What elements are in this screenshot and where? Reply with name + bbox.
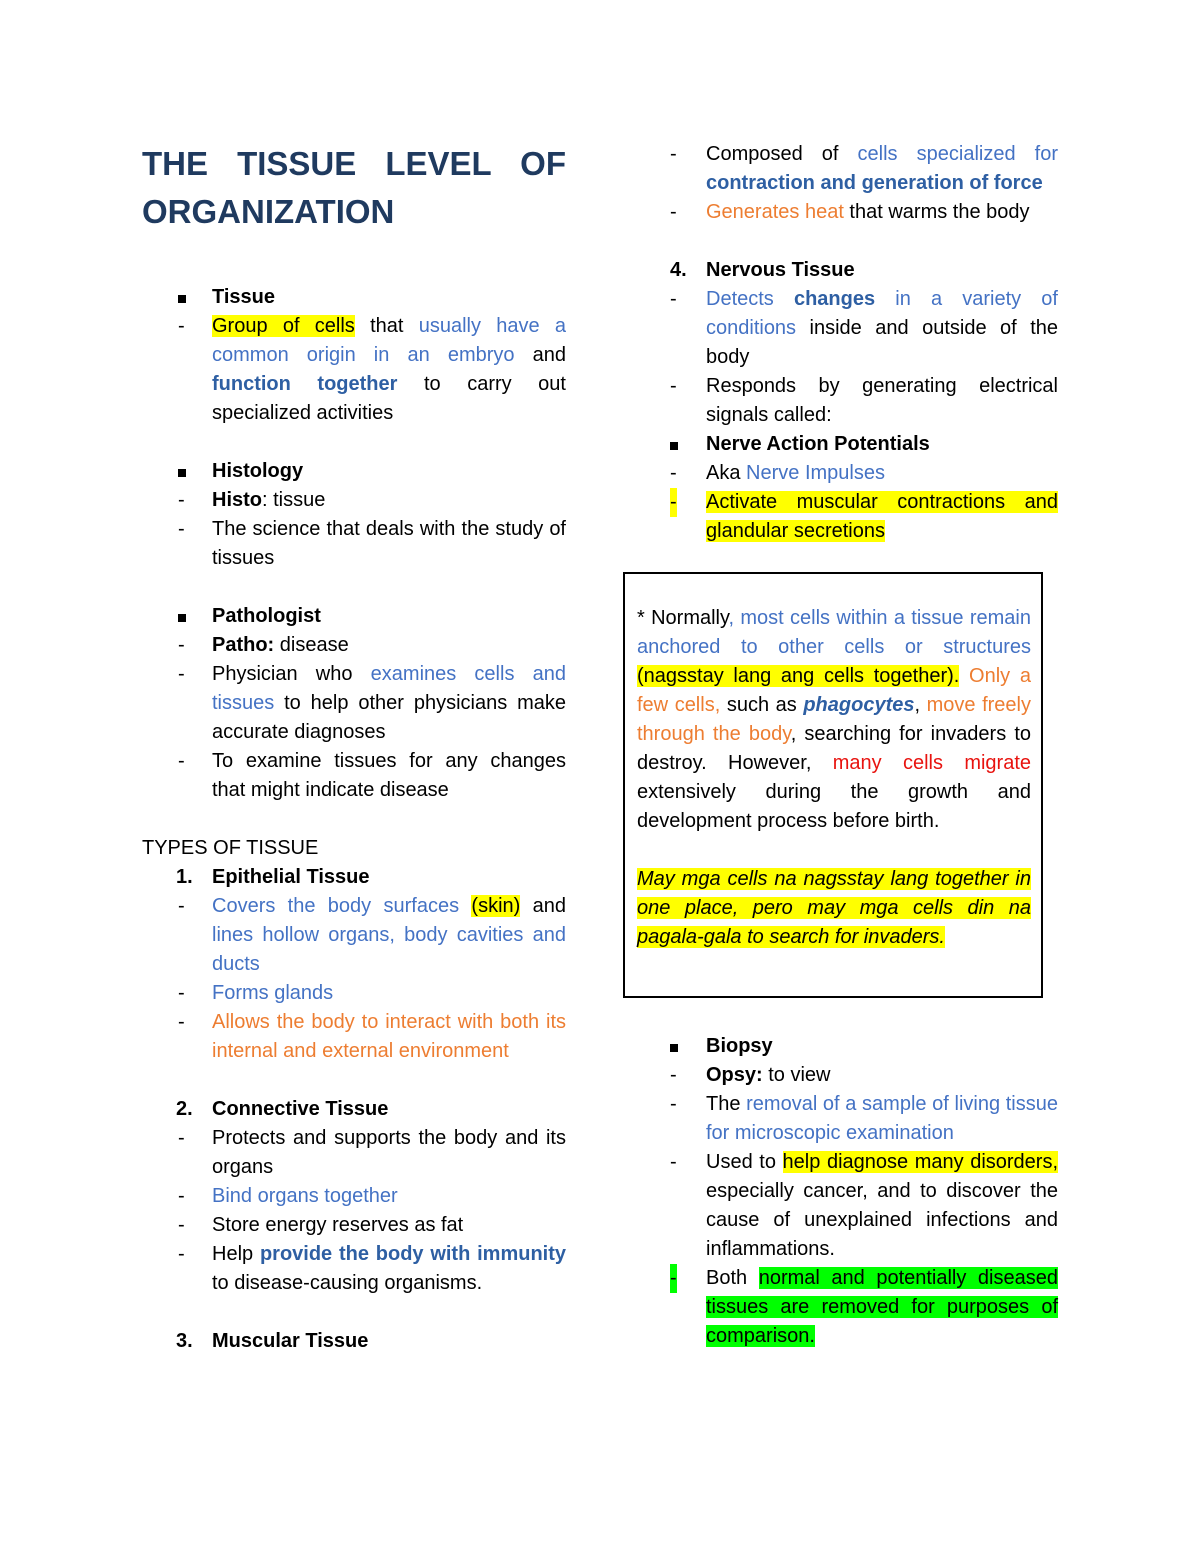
right-column bbox=[670, 140, 1058, 546]
muscular-heat: - Generates heat that warms the body bbox=[670, 198, 1058, 227]
connective-heading: 2. Connective Tissue bbox=[176, 1098, 389, 1120]
dash-bullet: - bbox=[178, 1185, 185, 1207]
epithelial-covers: - Covers the body surfaces (skin) and lines hollow organs, body cavities and ducts bbox=[142, 892, 566, 979]
connective-help: - Help provide the body with immunity to disease-causing organisms. bbox=[142, 1240, 566, 1298]
square-bullet-icon bbox=[178, 283, 186, 312]
histology-science: - The science that deals with the study of tissues bbox=[142, 515, 566, 573]
epithelial-glands: - Forms glands bbox=[142, 979, 566, 1008]
dash-bullet: - bbox=[178, 895, 185, 917]
square-bullet-icon bbox=[178, 602, 186, 631]
connective-protects: - Protects and supports the body and its organs bbox=[142, 1124, 566, 1182]
dash-bullet: - bbox=[178, 518, 185, 540]
dash-bullet: - bbox=[670, 143, 677, 165]
dash-bullet: - bbox=[670, 201, 677, 223]
dash-bullet: - bbox=[670, 1064, 677, 1086]
biopsy-used: - Used to help diagnose many disorders, especially cancer, and to discover the cause of unexplained infections and inflammations. bbox=[670, 1148, 1058, 1264]
dash-bullet: - bbox=[178, 634, 185, 656]
nerve-action-potentials: Nerve Action Potentials bbox=[670, 430, 1058, 459]
biopsy-removal: - The removal of a sample of living tissue for microscopic examination bbox=[670, 1090, 1058, 1148]
dash-bullet: - bbox=[178, 489, 185, 511]
square-bullet-icon bbox=[670, 430, 678, 459]
dash-bullet: - bbox=[670, 288, 677, 310]
square-bullet-icon bbox=[670, 1032, 678, 1061]
biopsy-both: - Both normal and potentially diseased tissues are removed for purposes of comparison. bbox=[670, 1264, 1058, 1351]
epithelial-allows: - Allows the body to interact with both its internal and external environment bbox=[142, 1008, 566, 1066]
dash-bullet: - bbox=[178, 1214, 185, 1236]
histology-histo: - Histo: tissue bbox=[142, 486, 566, 515]
epithelial-heading: 1. Epithelial Tissue bbox=[176, 866, 370, 888]
muscular-composed: - Composed of cells specialized for contraction and generation of force bbox=[670, 140, 1058, 198]
dash-bullet: - bbox=[178, 1011, 185, 1033]
pathologist-physician: - Physician who examines cells and tissues to help other physicians make accurate diagnoses bbox=[142, 660, 566, 747]
nervous-aka: - Aka Nerve Impulses bbox=[670, 459, 1058, 488]
connective-bind: - Bind organs together bbox=[142, 1182, 566, 1211]
pathologist-examine: - To examine tissues for any changes that might indicate disease bbox=[142, 747, 566, 805]
dash-bullet: - bbox=[670, 1151, 677, 1173]
nervous-detects: - Detects changes in a variety of conditions inside and outside of the body bbox=[670, 285, 1058, 372]
dash-bullet: - bbox=[178, 750, 185, 772]
histology-heading: Histology bbox=[142, 457, 566, 486]
pathologist-patho: - Patho: disease bbox=[142, 631, 566, 660]
page-title: THE TISSUE LEVEL OF ORGANIZATION bbox=[142, 145, 566, 230]
dash-bullet: - bbox=[178, 663, 185, 685]
dash-bullet: - bbox=[178, 1243, 185, 1265]
dash-bullet: - bbox=[670, 488, 677, 517]
dash-bullet: - bbox=[670, 1093, 677, 1115]
note-box bbox=[623, 572, 1043, 998]
biopsy-heading: Biopsy bbox=[670, 1032, 1058, 1061]
note-translation: May mga cells na nagsstay lang together in one place, pero may mga cells din na pagala-gala to search for invaders. bbox=[637, 868, 1031, 948]
biopsy-opsy: - Opsy: to view bbox=[670, 1061, 1058, 1090]
tissue-definition: - Group of cells that usually have a common origin in an embryo and function together to carry out specialized activities bbox=[142, 312, 566, 428]
dash-bullet: - bbox=[178, 982, 185, 1004]
connective-store: - Store energy reserves as fat bbox=[142, 1211, 566, 1240]
biopsy-section bbox=[670, 1032, 1058, 1351]
types-heading: TYPES OF TISSUE bbox=[142, 837, 319, 859]
dash-bullet: - bbox=[178, 1127, 185, 1149]
tissue-heading: Tissue bbox=[142, 283, 566, 312]
muscular-heading: 3. Muscular Tissue bbox=[176, 1330, 369, 1352]
dash-bullet: - bbox=[670, 462, 677, 484]
note-paragraph: * Normally, most cells within a tissue remain anchored to other cells or structures (nagsstay lang ang cells together). Only a few cells, such as phagocytes, move freely through the body, searching for invaders to destroy. However, many cells migrate extensively during the growth and development process before birth. bbox=[637, 607, 1032, 832]
nervous-responds: - Responds by generating electrical signals called: bbox=[670, 372, 1058, 430]
dash-bullet: - bbox=[670, 375, 677, 397]
nervous-heading: 4. Nervous Tissue bbox=[670, 259, 855, 281]
dash-bullet: - bbox=[178, 315, 185, 337]
pathologist-heading: Pathologist bbox=[142, 602, 566, 631]
left-column bbox=[142, 140, 566, 1356]
nervous-activate: - Activate muscular contractions and glandular secretions bbox=[670, 488, 1058, 546]
square-bullet-icon bbox=[178, 457, 186, 486]
dash-bullet: - bbox=[670, 1264, 677, 1293]
